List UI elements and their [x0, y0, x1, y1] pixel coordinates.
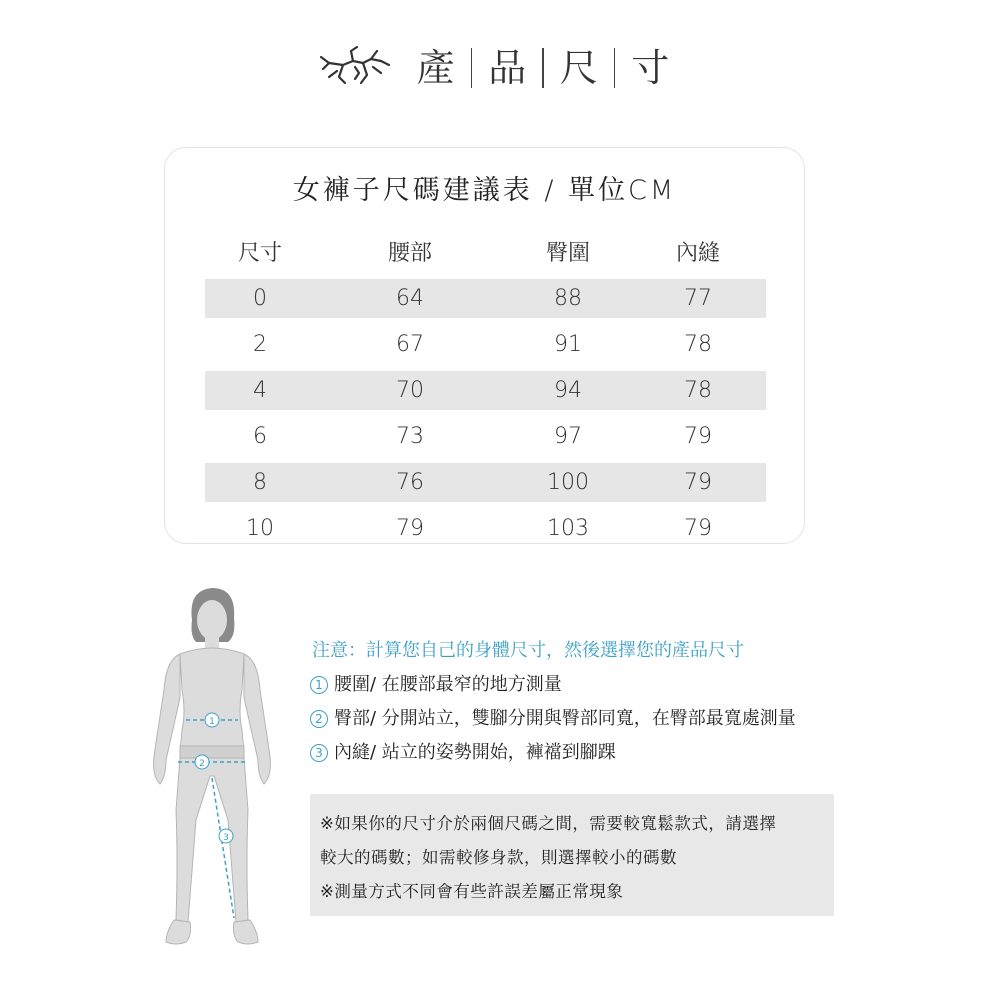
arcteryx-logo-icon: [315, 43, 393, 93]
note-text: 腰圍/ 在腰部最窄的地方測量: [334, 674, 562, 695]
waist-marker-icon: [205, 713, 219, 727]
table-cell: 2: [253, 332, 267, 357]
measurement-notes: [310, 636, 910, 768]
disclaimer-box: [310, 794, 834, 916]
number-circle-icon: 3: [310, 744, 328, 762]
table-cell: 8: [253, 470, 267, 495]
table-cell: 78: [684, 332, 712, 357]
table-cell: 4: [253, 378, 267, 403]
table-header-row: [205, 230, 766, 272]
table-cell: 70: [396, 378, 424, 403]
number-circle-icon: 1: [310, 676, 328, 694]
title-char: 品: [488, 46, 527, 90]
page-header: [0, 38, 1000, 98]
table-cell: 78: [684, 378, 712, 403]
disclaimer-line: ※如果你的尺寸介於兩個尺碼之間，需要較寬鬆款式，請選擇: [320, 814, 777, 833]
note-text: 臀部/ 分開站立，雙腳分開與臀部同寬，在臀部最寬處測量: [334, 708, 796, 729]
table-cell: 67: [396, 332, 424, 357]
table-cell: 73: [396, 424, 424, 449]
title-char: 尺: [559, 46, 598, 90]
table-cell: 103: [547, 516, 589, 541]
note-item-waist: [310, 670, 910, 700]
column-header-inseam: 內縫: [675, 240, 720, 266]
hip-marker-icon: [195, 755, 209, 769]
table-cell: 79: [684, 516, 712, 541]
size-chart-card: [164, 147, 805, 544]
table-row: [205, 371, 766, 410]
table-cell: 79: [684, 424, 712, 449]
disclaimer-line: ※測量方式不同會有些許誤差屬正常現象: [320, 882, 624, 901]
svg-text:3: 3: [223, 833, 229, 843]
column-header-waist: 腰部: [387, 240, 432, 266]
table-cell: 100: [547, 470, 589, 495]
table-cell: 77: [684, 286, 712, 311]
table-row: [205, 509, 766, 548]
table-row: [205, 325, 766, 364]
inseam-marker-icon: [219, 829, 233, 843]
svg-text:2: 2: [199, 759, 205, 769]
table-cell: 94: [554, 378, 582, 403]
size-table: [205, 230, 766, 555]
table-cell: 0: [253, 286, 267, 311]
note-item-inseam: [310, 738, 910, 768]
table-cell: 88: [554, 286, 582, 311]
column-header-size: 尺寸: [237, 240, 282, 266]
table-cell: 76: [396, 470, 424, 495]
disclaimer-line: 較大的碼數；如需較修身款，則選擇較小的碼數: [320, 848, 677, 867]
note-text: 內縫/ 站立的姿勢開始，褲襠到腳踝: [334, 742, 616, 763]
body-measurement-figure: [130, 580, 290, 950]
table-row: [205, 463, 766, 502]
table-cell: 64: [396, 286, 424, 311]
column-header-hip: 臀圍: [545, 240, 590, 266]
table-cell: 79: [396, 516, 424, 541]
notes-heading: 注意：計算您自己的身體尺寸，然後選擇您的產品尺寸: [312, 640, 744, 661]
table-row: [205, 279, 766, 318]
title-char: 產: [416, 46, 455, 90]
size-chart-title: 女褲子尺碼建議表 / 單位CM: [292, 175, 677, 206]
page-title: [401, 46, 686, 90]
table-cell: 97: [554, 424, 582, 449]
number-circle-icon: 2: [310, 710, 328, 728]
figure-body: [154, 588, 271, 944]
table-cell: 10: [246, 516, 274, 541]
table-cell: 6: [253, 424, 267, 449]
table-cell: 79: [684, 470, 712, 495]
table-cell: 91: [554, 332, 582, 357]
svg-text:1: 1: [209, 717, 215, 727]
title-char: 寸: [631, 46, 670, 90]
note-item-hip: [310, 704, 910, 734]
table-row: [205, 417, 766, 456]
